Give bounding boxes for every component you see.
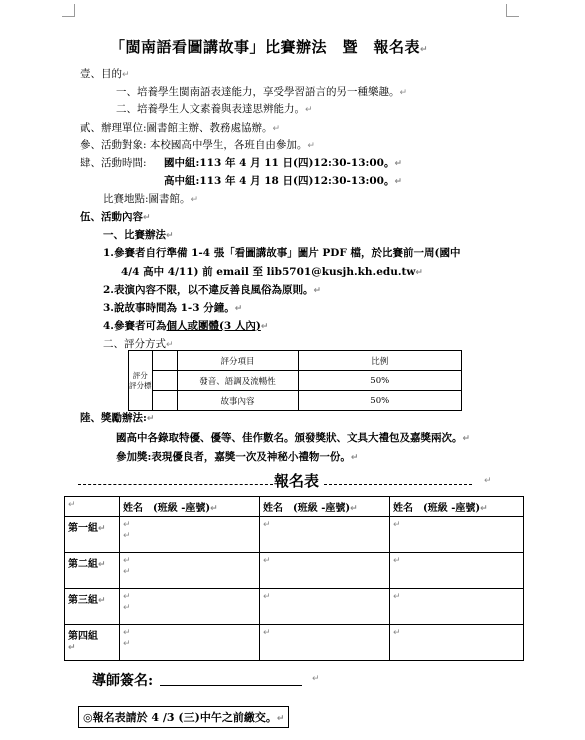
- rule-3: 3.說故事時間為 1-3 分鐘。↵: [103, 302, 243, 314]
- registration-table: ↵ 姓名 (班級 -座號)↵ 姓名 (班級 -座號)↵ 姓名 (班級 -座號)↵ 第一組↵ ↵ ↵ ↵ ↵ 第二組↵ ↵ ↵ ↵ ↵ 第三組↵ ↵ ↵ ↵ ↵ 第四組 ↵ ↵ ↵ ↵ ↵: [64, 496, 524, 661]
- scoring-label: 二、評分方式↵: [103, 338, 174, 350]
- name-entry-cell[interactable]: ↵ ↵: [120, 553, 260, 589]
- name-column-header: 姓名 (班級 -座號)↵: [120, 497, 260, 517]
- name-entry-cell[interactable]: ↵: [390, 553, 524, 589]
- scoring-header-ratio: 比例: [298, 351, 462, 371]
- name-entry-cell[interactable]: ↵ ↵: [120, 589, 260, 625]
- deadline-notice: ◎報名表請於 4 /3 (三)中午之前繳交。↵: [78, 706, 289, 728]
- rule-2: 2.表演內容不限，以不違反善良風俗為原則。↵: [103, 284, 322, 296]
- scoring-table: [128, 350, 462, 411]
- content-label: 伍、活動內容↵: [80, 211, 151, 223]
- group-label: 第二組↵: [65, 553, 120, 589]
- scoring-side-label: 評分 評分標: [129, 351, 153, 411]
- audience-line: 參、活動對象: 本校國高中學生，各班自由參加。↵: [80, 139, 315, 151]
- name-entry-cell[interactable]: ↵: [260, 553, 390, 589]
- rule-1a: 1.參賽者自行準備 1-4 張「看圖講故事」圖片 PDF 檔，於比賽前一周(國中: [103, 247, 461, 259]
- rule-1b: 4/4 高中 4/11) 前 email 至 lib5701@kusjh.kh.edu.tw↵: [121, 266, 423, 278]
- venue-line: 比賽地點:圖書館。↵: [103, 193, 199, 205]
- scoring-row-ratio: 50%: [298, 371, 462, 391]
- name-entry-cell[interactable]: ↵: [260, 625, 390, 661]
- scoring-row-ratio: 50%: [298, 391, 462, 411]
- name-entry-cell[interactable]: ↵ ↵: [120, 625, 260, 661]
- awards-label: 陸、獎勵辦法:↵: [80, 412, 155, 424]
- rules-label: 一、比賽辦法↵: [103, 229, 174, 241]
- scoring-row-item: 故事內容: [177, 391, 298, 411]
- group-label: 第一組↵: [65, 517, 120, 553]
- name-entry-cell[interactable]: ↵: [260, 517, 390, 553]
- crop-mark-top-right: [506, 4, 519, 17]
- group-label: 第四組 ↵: [65, 625, 120, 661]
- time-senior: 高中組:113 年 4 月 18 日(四)12:30-13:00。↵: [164, 175, 403, 187]
- purpose-item-2: 二、培養學生人文素養與表達思辨能力。↵: [116, 103, 313, 115]
- signature-mark: ↵: [312, 674, 320, 684]
- group-label: 第三組↵: [65, 589, 120, 625]
- time-label: 肆、活動時間:: [80, 157, 147, 169]
- name-entry-cell[interactable]: ↵: [390, 625, 524, 661]
- scoring-header-item: 評分項目: [177, 351, 298, 371]
- crop-mark-top-left: [62, 4, 75, 17]
- awards-line-1: 國高中各錄取特優、優等、佳作數名。頒發獎狀、文具大禮包及嘉獎兩次。↵: [116, 432, 471, 444]
- name-entry-cell[interactable]: ↵: [390, 589, 524, 625]
- scoring-row-item: 發音、語調及流暢性: [177, 371, 298, 391]
- name-entry-cell[interactable]: ↵ ↵: [120, 517, 260, 553]
- signature-line[interactable]: [160, 685, 302, 686]
- name-column-header: 姓名 (班級 -座號)↵: [260, 497, 390, 517]
- organizer-line: 貳、辦理單位:圖書館主辦、教務處協辦。↵: [80, 122, 281, 134]
- time-junior: 國中組:113 年 4 月 11 日(四)12:30-13:00。↵: [164, 157, 403, 169]
- name-column-header: 姓名 (班級 -座號)↵: [390, 497, 524, 517]
- form-title: 報名表: [274, 472, 320, 490]
- name-entry-cell[interactable]: ↵: [260, 589, 390, 625]
- name-entry-cell[interactable]: ↵: [390, 517, 524, 553]
- signature-label: 導師簽名:: [92, 673, 154, 689]
- purpose-item-1: 一、培養學生閩南語表達能力，享受學習語言的另一種樂趣。↵: [116, 86, 408, 98]
- form-title-mark: ↵: [484, 476, 492, 486]
- form-title-rule-right: [324, 484, 472, 485]
- purpose-label: 壹、目的↵: [80, 68, 130, 80]
- rule-4: 4.參賽者可為個人或團體(3 人內)↵: [103, 320, 269, 332]
- awards-line-2: 參加獎:表現優良者，嘉獎一次及神秘小禮物一份。↵: [116, 451, 359, 463]
- page-title: 「閩南語看圖講故事」比賽辦法 暨 報名表↵: [110, 38, 429, 56]
- form-title-rule-left: [78, 484, 273, 485]
